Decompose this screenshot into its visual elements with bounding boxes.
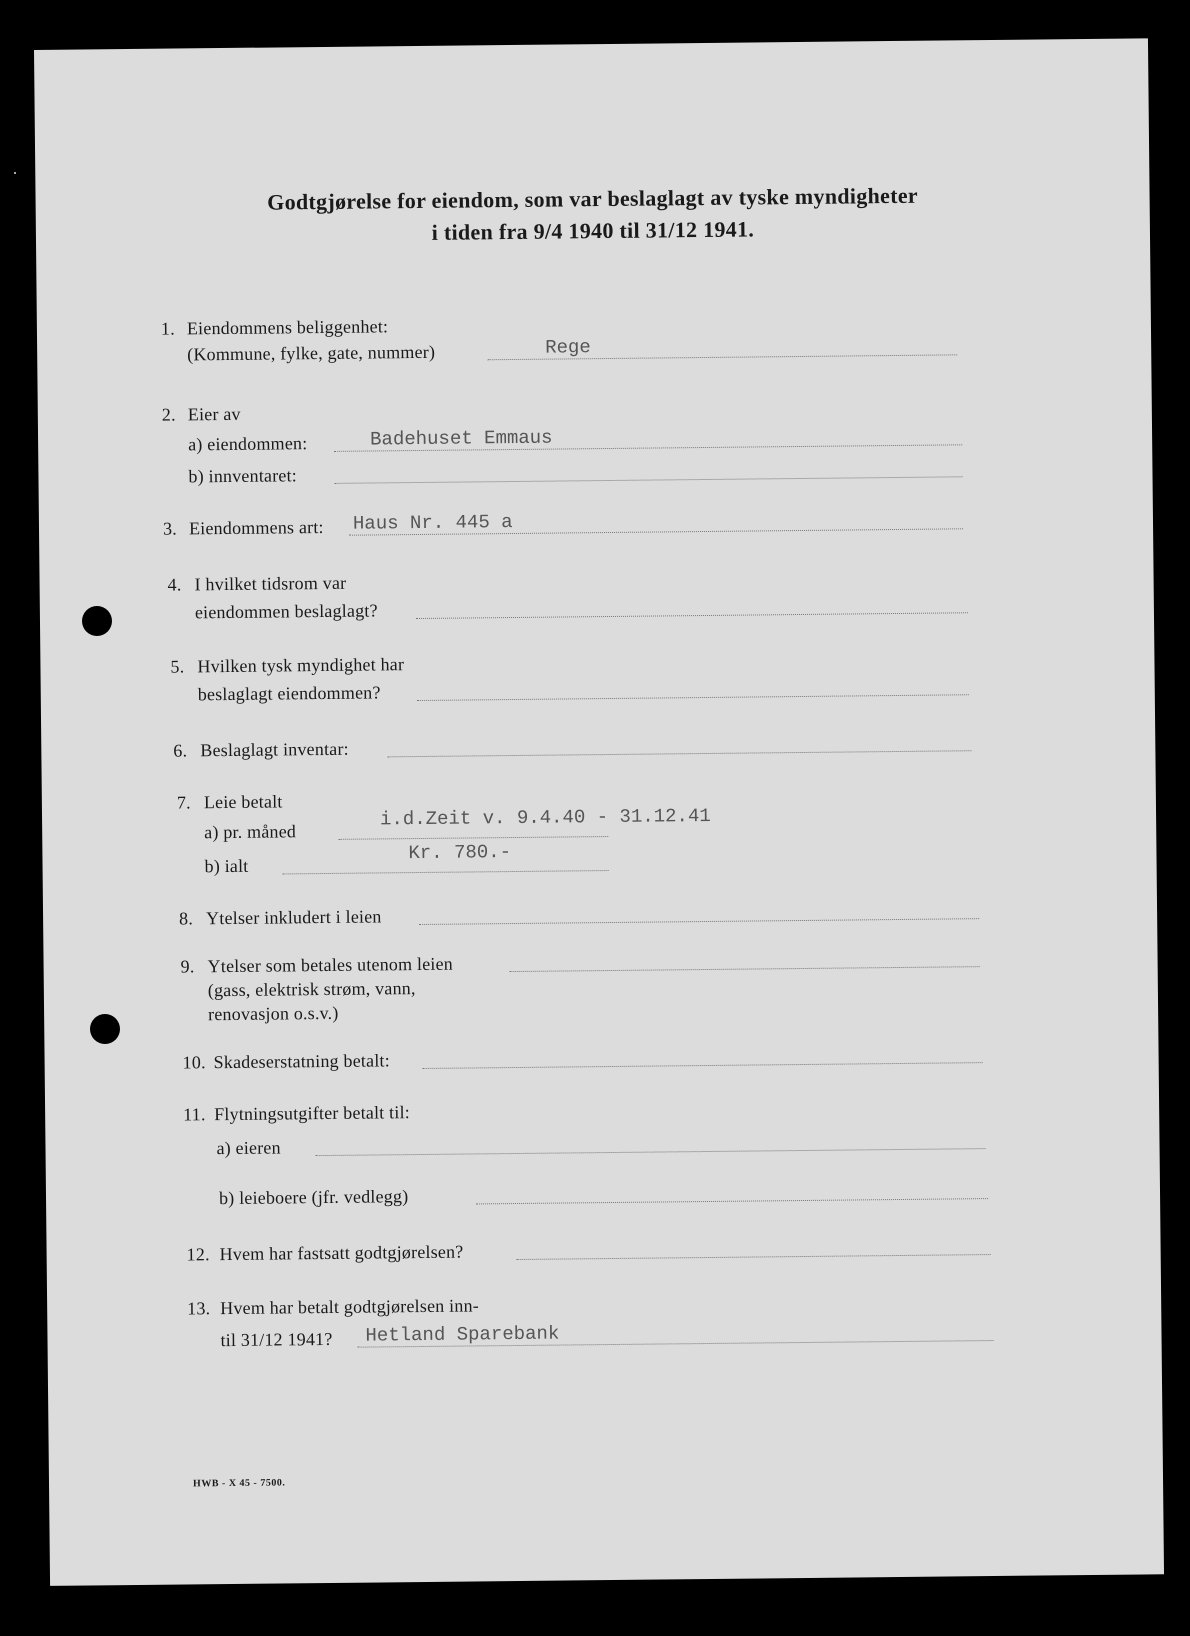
- q11a-answer-line: [316, 1148, 986, 1156]
- q9-sublabel-2: renovasjon o.s.v.): [208, 1002, 339, 1025]
- q5-sublabel: beslaglagt eiendommen?: [197, 682, 381, 705]
- q10-number: 10.: [182, 1052, 206, 1073]
- q8-label: Ytelser inkludert i leien: [205, 906, 382, 929]
- q11-label: Flytningsutgifter betalt til:: [214, 1102, 411, 1125]
- q7a-answer-line: [338, 836, 608, 840]
- q7a-answer: i.d.Zeit v. 9.4.40 - 31.12.41: [379, 804, 711, 831]
- q2b-answer-line: [335, 476, 963, 484]
- form-title-line1: Godtgjørelse for eiendom, som var beslaglagt av tyske myndigheter: [267, 182, 919, 215]
- q3-answer: Haus Nr. 445 a: [352, 511, 513, 535]
- q12-answer-line: [517, 1254, 991, 1260]
- q9-answer-line: [510, 966, 980, 972]
- q7a-label: a) pr. måned: [204, 821, 297, 843]
- q12-number: 12.: [186, 1244, 210, 1265]
- q13-sublabel: til 31/12 1941?: [220, 1328, 333, 1351]
- punch-hole-bottom: [90, 1014, 120, 1044]
- q1-label: Eiendommens beliggenhet:: [186, 316, 389, 339]
- q11a-label: a) eieren: [216, 1137, 281, 1159]
- form-page: [34, 38, 1164, 1586]
- scan-speck: [14, 172, 16, 174]
- q4-answer-line: [416, 612, 968, 619]
- q6-number: 6.: [173, 740, 188, 761]
- q2-label: Eier av: [187, 403, 241, 425]
- q11b-label: b) leieboere (jfr. vedlegg): [218, 1186, 409, 1209]
- q2-number: 2.: [161, 404, 176, 425]
- form-title-line2: i tiden fra 9/4 1940 til 31/12 1941.: [431, 216, 755, 245]
- form-code: HWB - X 45 - 7500.: [192, 1477, 286, 1490]
- q9-sublabel-1: (gass, elektrisk strøm, vann,: [207, 978, 416, 1001]
- q13-number: 13.: [187, 1298, 211, 1319]
- q7b-answer-line: [283, 870, 609, 874]
- q7-label: Leie betalt: [203, 791, 283, 813]
- q8-answer-line: [419, 918, 979, 925]
- q1-sublabel: (Kommune, fylke, gate, nummer): [187, 341, 436, 365]
- q9-label: Ytelser som betales utenom leien: [207, 953, 454, 977]
- q5-answer-line: [417, 694, 969, 701]
- q7b-answer: Kr. 780.-: [408, 841, 512, 865]
- q6-answer-line: [387, 750, 971, 757]
- q5-number: 5.: [170, 656, 185, 677]
- q1-number: 1.: [160, 318, 175, 339]
- q13-answer: Hetland Sparebank: [365, 1322, 560, 1347]
- q6-label: Beslaglagt inventar:: [200, 738, 349, 761]
- q3-number: 3.: [162, 518, 178, 539]
- q12-label: Hvem har fastsatt godtgjørelsen?: [219, 1241, 464, 1265]
- q10-label: Skadeserstatning betalt:: [213, 1050, 390, 1073]
- q4-number: 4.: [167, 574, 182, 595]
- q13-label: Hvem har betalt godtgjørelsen inn-: [220, 1295, 480, 1319]
- q9-number: 9.: [180, 956, 195, 977]
- q1-answer: Rege: [545, 336, 591, 359]
- q7b-label: b) ialt: [204, 855, 249, 877]
- q4-label: I hvilket tidsrom var: [194, 572, 347, 595]
- q2a-answer: Badehuset Emmaus: [369, 426, 553, 451]
- q4-sublabel: eiendommen beslaglagt?: [194, 600, 378, 623]
- punch-hole-top: [82, 606, 112, 636]
- q2a-label: a) eiendommen:: [188, 433, 308, 455]
- q11b-answer-line: [476, 1198, 988, 1204]
- q3-label: Eiendommens art:: [188, 516, 324, 539]
- q10-answer-line: [423, 1062, 983, 1069]
- q5-label: Hvilken tysk myndighet har: [197, 654, 405, 677]
- q7-number: 7.: [176, 792, 191, 813]
- q2b-label: b) innventaret:: [188, 465, 298, 487]
- q11-number: 11.: [183, 1104, 206, 1125]
- q8-number: 8.: [178, 908, 194, 929]
